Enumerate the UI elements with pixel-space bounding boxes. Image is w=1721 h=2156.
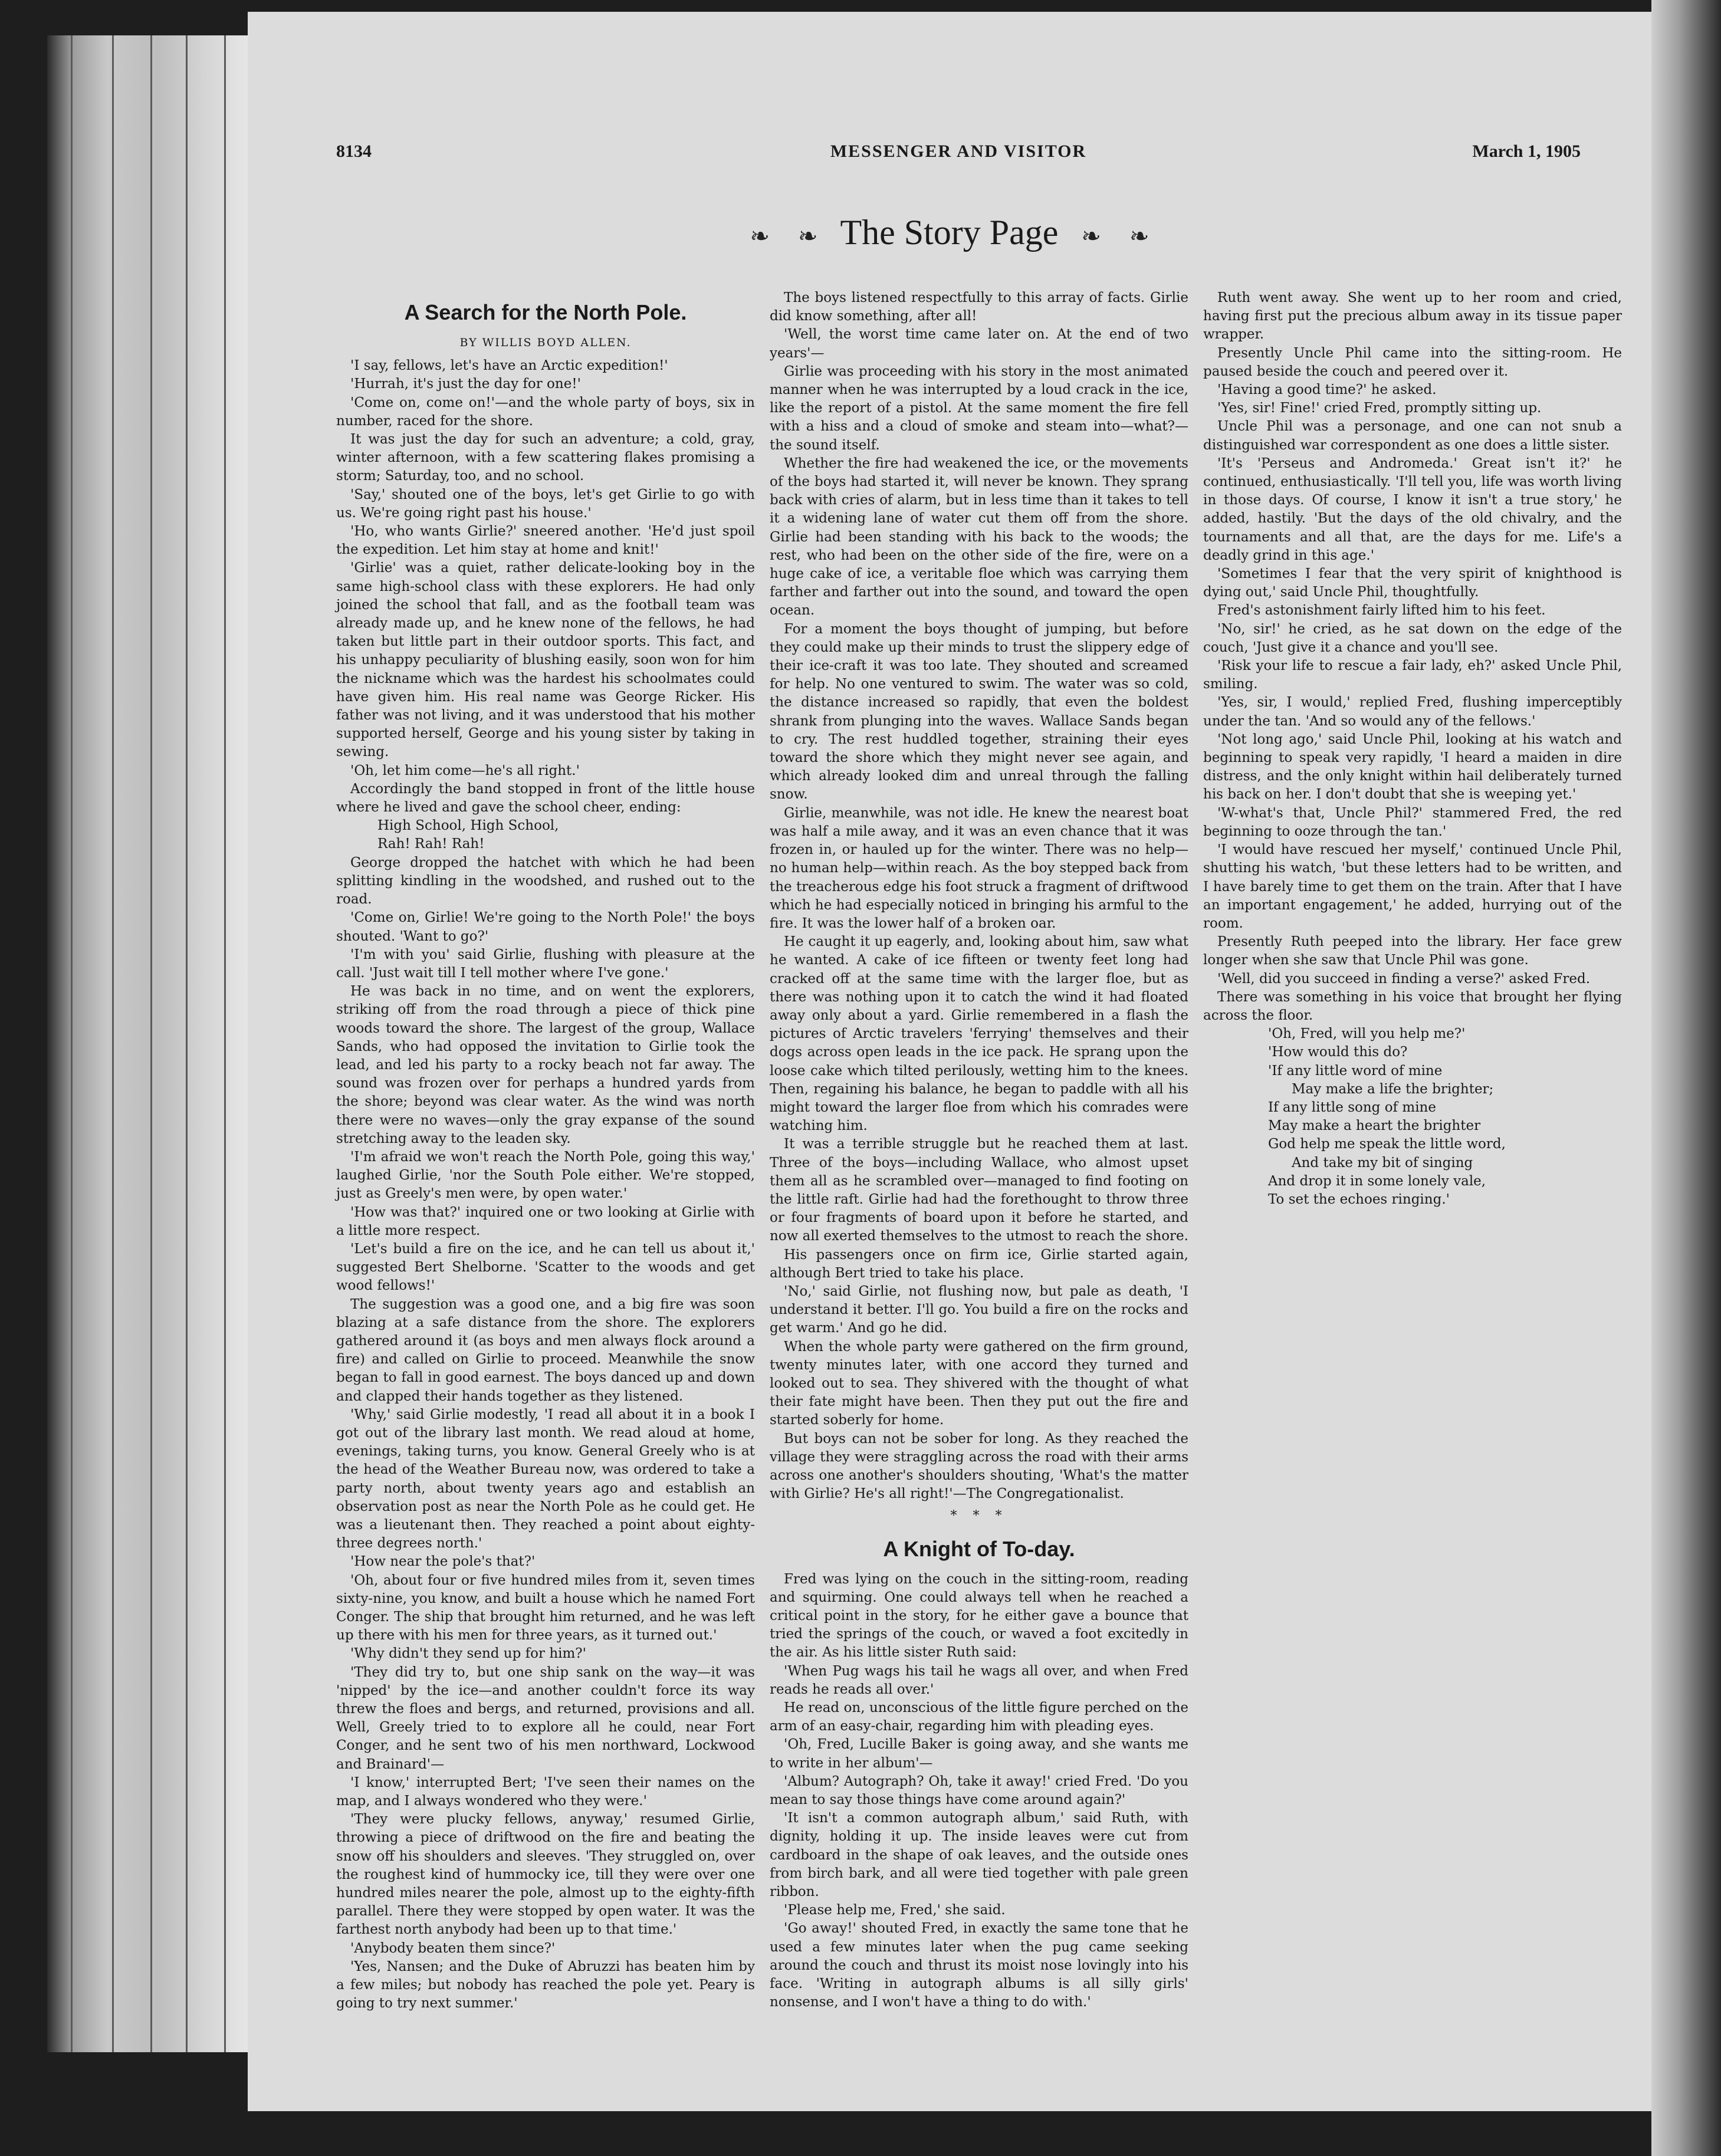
paragraph: He caught it up eagerly, and, looking about him, saw what he wanted. A cake of ice fifteen or twenty feet long had cracked off at the same time with the larger floe, but as there was nothing upon it to catch the wind it had floated away only about a yard. Girlie remembered in a flash the pictures of Arctic travelers 'ferrying' themselves and their dogs across open leads in the ice pack. He sprang upon the loose cake which tilted perilously, wetting him to the knees. Then, regaining his balance, he began to paddle with all his might toward the larger floe from which his comrades were watching him.	[770, 934, 1188, 1134]
paragraph: 'I know,' interrupted Bert; 'I've seen their names on the map, and I always wondered who they were.'	[336, 1774, 755, 1809]
paragraph: 'No, sir!' he cried, as he sat down on the edge of the couch, 'Just give it a chance and you'll see.	[1203, 621, 1622, 655]
paragraph: 'Why,' said Girlie modestly, 'I read all about it in a book I got out of the library last month. We read aloud at home, evenings, taking turns, you know. General Greely who is at the head of the Weather Bureau now, was ordered to take a party north, about twenty years ago and establish an observation post as near the North Pole as he could get. He was a lieutenant then. They reached a point about eighty-three degrees north.'	[336, 1406, 755, 1552]
column-1	[336, 289, 755, 2013]
paragraph: He was back in no time, and on went the explorers, striking off from the road through a piece of thick pine woods toward the shore. The largest of the group, Wallace Sands, who had opposed the invitation to Girlie took the lead, and led his party to a rocky beach not far away. The sound was frozen over for perhaps a hundred yards from the shore; beyond was clear water. As the wind was north there were no waves—only the gray expanse of the sound stretching away to the leaden sky.	[336, 984, 755, 1146]
newspaper-page	[248, 12, 1651, 2111]
paragraph: It was a terrible struggle but he reached them at last. Three of the boys—including Wallace, who almost upset them all as he scrambled over—managed to find footing on the little raft. Girlie had had the forethought to throw three or four fragments of board upon it before he started, and now all exerted themselves to the utmost to reach the shore.	[770, 1136, 1188, 1244]
paragraph: When the whole party were gathered on the firm ground, twenty minutes later, with one accord they turned and looked out to sea. They shivered with the thought of what their fate might have been. Then they put out the fire and started soberly for home.	[770, 1339, 1188, 1428]
paragraph: 'Album? Autograph? Oh, take it away!' cried Fred. 'Do you mean to say those things have come around again?'	[770, 1773, 1188, 1808]
leaf-ornament-icon: ❧	[798, 222, 818, 249]
paragraph: Presently Uncle Phil came into the sitting-room. He paused beside the couch and peered over it.	[1203, 345, 1622, 379]
paragraph: There was something in his voice that brought her flying across the floor.	[1203, 989, 1622, 1023]
paragraph: 'How was that?' inquired one or two looking at Girlie with a little more respect.	[336, 1204, 755, 1238]
paragraph: 'Risk your life to rescue a fair lady, eh?' asked Uncle Phil, smiling.	[1203, 658, 1622, 692]
poem-line: May make a heart the brighter	[1268, 1118, 1481, 1134]
paragraph: The boys listened respectfully to this array of facts. Girlie did know something, after all!	[770, 290, 1188, 324]
leaf-ornament-icon: ❧	[750, 222, 770, 249]
poem-line: God help me speak the little word,	[1268, 1136, 1506, 1152]
paragraph: 'W-what's that, Uncle Phil?' stammered Fred, the red beginning to ooze through the tan.'	[1203, 805, 1622, 839]
paragraph: 'Well, did you succeed in finding a verse?' asked Fred.	[1217, 971, 1591, 987]
paragraph: Uncle Phil was a personage, and one can not snub a distinguished war correspondent as one does a little sister.	[1203, 419, 1622, 453]
poem-line: 'How would this do?	[1268, 1044, 1408, 1060]
paragraph: 'Girlie' was a quiet, rather delicate-looking boy in the same high-school class with these explorers. He had only joined the school that fall, and as the football team was already made up, and he knew none of the fellows, he had taken but little part in their outdoor sports. This fact, and his unhappy peculiarity of blushing easily, soon won for him the nickname which was the hardest his schoolmates could have given him. His real name was George Ricker. His father was not living, and it was understood that his mother supported herself, George and his young sister by taking in sewing.	[336, 560, 755, 760]
paragraph: Fred was lying on the couch in the sitting-room, reading and squirming. One could always tell when he reached a critical point in the story, for he either gave a bounce that tried the springs of the couch, or waved a foot excitedly in the air. As his little sister Ruth said:	[770, 1571, 1188, 1661]
paragraph: His passengers once on firm ice, Girlie started again, although Bert tried to take his place.	[770, 1247, 1188, 1281]
leaf-ornament-icon: ❧	[1081, 222, 1101, 249]
paragraph: Fred's astonishment fairly lifted him to his feet.	[1217, 603, 1546, 619]
paragraph: 'Oh, let him come—he's all right.'	[350, 763, 580, 778]
paragraph: 'They did try to, but one ship sank on the way—it was 'nipped' by the ice—and another couldn't force its way threw the floes and bergs, and returned, provisions and all. Well, Greely tried to to explore all he could, near Fort Conger, and he sent two of his men northward, Lockwood and Brainard'—	[336, 1664, 755, 1772]
paragraph: 'Let's build a fire on the ice, and he can tell us about it,' suggested Bert Shelborne. 'Scatter to the woods and get wood fellows!'	[336, 1241, 755, 1294]
running-header	[336, 142, 1581, 177]
paragraph: Girlie was proceeding with his story in the most animated manner when he was interrupted by a loud crack in the ice, like the report of a pistol. At the same moment the fire fell with a hiss and a cloud of smoke and steam into—what?—the sound itself.	[770, 363, 1188, 453]
paragraph: 'Yes, sir, I would,' replied Fred, flushing imperceptibly under the tan. 'And so would any of the fellows.'	[1203, 695, 1622, 729]
paragraph: Girlie, meanwhile, was not idle. He knew the nearest boat was half a mile away, and it was an even chance that it was frozen in, or hauled up for the winter. There was no help—no human help—within reach. As the boy stepped back from the treacherous edge his foot struck a fragment of driftwood which he had especially noticed in bringing his armful to the fire. It was the lower half of a broken oar.	[770, 805, 1188, 931]
paragraph: But boys can not be sober for long. As they reached the village they were straggling across the road with their arms across one another's shoulders shouting, 'What's the matter with Girlie? He's all right!'—The Congregationalist.	[770, 1431, 1188, 1502]
paragraph: High School, High School,	[377, 818, 559, 834]
poem-line: To set the echoes ringing.'	[1268, 1191, 1450, 1207]
paragraph: 'Come on, Girlie! We're going to the North Pole!' the boys shouted. 'Want to go?'	[336, 910, 755, 944]
paragraph: 'No,' said Girlie, not flushing now, but pale as death, 'I understand it better. I'll go. You build a fire on the rocks and get warm.' And go he did.	[770, 1283, 1188, 1336]
poem-line: 'If any little word of mine	[1268, 1063, 1443, 1079]
paragraph: 'Yes, Nansen; and the Duke of Abruzzi has beaten him by a few miles; but nobody has reached the pole yet. Peary is going to try next summer.'	[336, 1958, 755, 2012]
paragraph: 'Go away!' shouted Fred, in exactly the same tone that he used a few minutes later when the pug came seeking around the couch and thrust its moist nose lovingly into his face. 'Writing in autograph albums is all silly girls' nonsense, and I won't have a thing to do with.'	[770, 1921, 1188, 2010]
page-title-text: The Story Page	[840, 213, 1059, 252]
paragraph: 'Oh, Fred, Lucille Baker is going away, and she wants me to write in her album'—	[770, 1737, 1188, 1771]
paragraph: Whether the fire had weakened the ice, or the movements of the boys had started it, will never be known. They sprang back with cries of alarm, but in less time than it takes to tell it a widening lane of water cut them off from the shore. Girlie had been standing with his back to the woods; the rest, who had been on the other side of the fire, were on a huge cake of ice, a veritable floe which was carrying them farther and farther out into the sound, and toward the open ocean.	[770, 455, 1188, 619]
paragraph: 'Why didn't they send up for him?'	[350, 1646, 586, 1662]
paragraph: 'Say,' shouted one of the boys, let's get Girlie to go with us. We're going right past his house.'	[336, 487, 755, 521]
story-title: A Search for the North Pole.	[404, 300, 687, 324]
paragraph: 'How near the pole's that?'	[350, 1554, 536, 1570]
paragraph: 'Anybody beaten them since?'	[350, 1940, 556, 1956]
paragraph: 'I say, fellows, let's have an Arctic expedition!'	[350, 358, 668, 374]
page-number: 8134	[336, 142, 372, 161]
paragraph: Accordingly the band stopped in front of the little house where he lived and gave the school cheer, ending:	[336, 781, 755, 816]
adjacent-page-stack	[47, 35, 248, 2052]
paragraph: 'Having a good time?' he asked.	[1217, 382, 1437, 398]
poem-line: May make a life the brighter;	[1292, 1081, 1494, 1097]
paragraph: For a moment the boys thought of jumping, but before they could make up their minds to trust the slippery edge of their ice-craft it was too late. They shouted and screamed for help. No one ventured to swim. The water was so cold, the distance increased so rapidly, that even the boldest shrank from plunging into the waves. Wallace Sands began to cry. The rest huddled together, straining their eyes toward the shore which they might never see again, and which already looked dim and unreal through the falling snow.	[770, 621, 1188, 803]
story-title: A Knight of To-day.	[883, 1536, 1075, 1561]
paragraph: 'They were plucky fellows, anyway,' resumed Girlie, throwing a piece of driftwood on the fire and beating the snow off his shoulders and sleeves. 'They struggled on, over the roughest kind of hummocky ice, till they were over one hundred miles nearer the pole, almost up to the eighty-fifth parallel. There they were stopped by open water. It was the farthest north anybody had been up to that time.'	[336, 1812, 755, 1938]
paragraph: 'Please help me, Fred,' she said.	[784, 1902, 1006, 1918]
paragraph: 'I would have rescued her myself,' continued Uncle Phil, shutting his watch, 'but these letters had to be written, and I have barely time to get them on the train. After that I have an important engagement,' he added, hurrying out of the room.	[1203, 842, 1622, 931]
leaf-ornament-icon: ❧	[1129, 222, 1149, 249]
section-separator: * * *	[950, 1508, 1008, 1524]
poem-line: And take my bit of singing	[1292, 1155, 1473, 1171]
paragraph: 'When Pug wags his tail he wags all over, and when Fred reads he reads all over.'	[770, 1663, 1188, 1697]
paragraph: 'Come on, come on!'—and the whole party of boys, six in number, raced for the shore.	[336, 395, 755, 429]
paragraph: 'I'm afraid we won't reach the North Pole, going this way,' laughed Girlie, 'nor the South Pole either. We're stopped, just as Greely's men were, by open water.'	[336, 1149, 755, 1202]
poem-line: 'Oh, Fred, will you help me?'	[1268, 1026, 1466, 1042]
paragraph: 'Yes, sir! Fine!' cried Fred, promptly sitting up.	[1217, 400, 1542, 416]
paragraph: He read on, unconscious of the little figure perched on the arm of an easy-chair, regarding him with pleading eyes.	[770, 1700, 1188, 1734]
paragraph: Rah! Rah! Rah!	[377, 836, 485, 852]
column-3	[1203, 289, 1622, 1209]
paragraph: Presently Ruth peeped into the library. Her face grew longer when she saw that Uncle Phil was gone.	[1203, 934, 1622, 968]
byline: BY WILLIS BOYD ALLEN.	[459, 336, 632, 349]
paragraph: Ruth went away. She went up to her room and cried, having first put the precious album away in its tissue paper wrapper.	[1203, 290, 1622, 343]
paragraph: 'Well, the worst time came later on. At the end of two years'—	[770, 327, 1188, 361]
page-edge-shadow	[1651, 0, 1721, 2156]
paragraph: 'Ho, who wants Girlie?' sneered another. 'He'd just spoil the expedition. Let him stay at home and knit!'	[336, 524, 755, 558]
paragraph: 'Sometimes I fear that the very spirit of knighthood is dying out,' said Uncle Phil, thoughtfully.	[1203, 566, 1622, 600]
page-title	[248, 212, 1651, 253]
paragraph: 'It isn't a common autograph album,' said Ruth, with dignity, holding it up. The inside leaves were cut from cardboard in the shape of oak leaves, and the outside ones from birch bark, and all were tied together with pale green ribbon.	[770, 1810, 1188, 1900]
paragraph: 'I'm with you' said Girlie, flushing with pleasure at the call. 'Just wait till I tell mother where I've gone.'	[336, 946, 755, 981]
journal-name: MESSENGER AND VISITOR	[830, 142, 1087, 161]
column-2	[770, 289, 1188, 2012]
paragraph: 'Hurrah, it's just the day for one!'	[350, 376, 581, 392]
paragraph: George dropped the hatchet with which he had been splitting kindling in the woodshed, and rushed out to the road.	[336, 854, 755, 908]
paragraph: 'It's 'Perseus and Andromeda.' Great isn't it?' he continued, enthusiastically. 'I'll tell you, life was worth living in those days. Of course, I know it isn't a true story,' he added, hastily. 'But the days of the old chivalry, and the tournaments and all that, are the days for me. Life's a deadly grind in this age.'	[1203, 455, 1622, 563]
paragraph: 'Not long ago,' said Uncle Phil, looking at his watch and beginning to speak very rapidly, 'I heard a maiden in dire distress, and the only knight within hail deliberately turned his back on her. I don't doubt that she is weeping yet.'	[1203, 731, 1622, 803]
paragraph: It was just the day for such an adventure; a cold, gray, winter afternoon, with a few scattering flakes promising a storm; Saturday, too, and no school.	[336, 432, 755, 484]
poem-line: And drop it in some lonely vale,	[1268, 1173, 1486, 1189]
paragraph: The suggestion was a good one, and a big fire was soon blazing at a safe distance from the shore. The explorers gathered around it (as boys and men always flock around a fire) and called on Girlie to proceed. Meanwhile the snow began to fall in good earnest. The boys danced up and down and clapped their hands together as they listened.	[336, 1296, 755, 1404]
poem-line: If any little song of mine	[1268, 1099, 1436, 1115]
paragraph: 'Oh, about four or five hundred miles from it, seven times sixty-nine, you know, and built a house which he named Fort Conger. The ship that brought him returned, and he was left up there with his men for three years, as it turned out.'	[336, 1572, 755, 1644]
issue-date: March 1, 1905	[1472, 142, 1581, 161]
